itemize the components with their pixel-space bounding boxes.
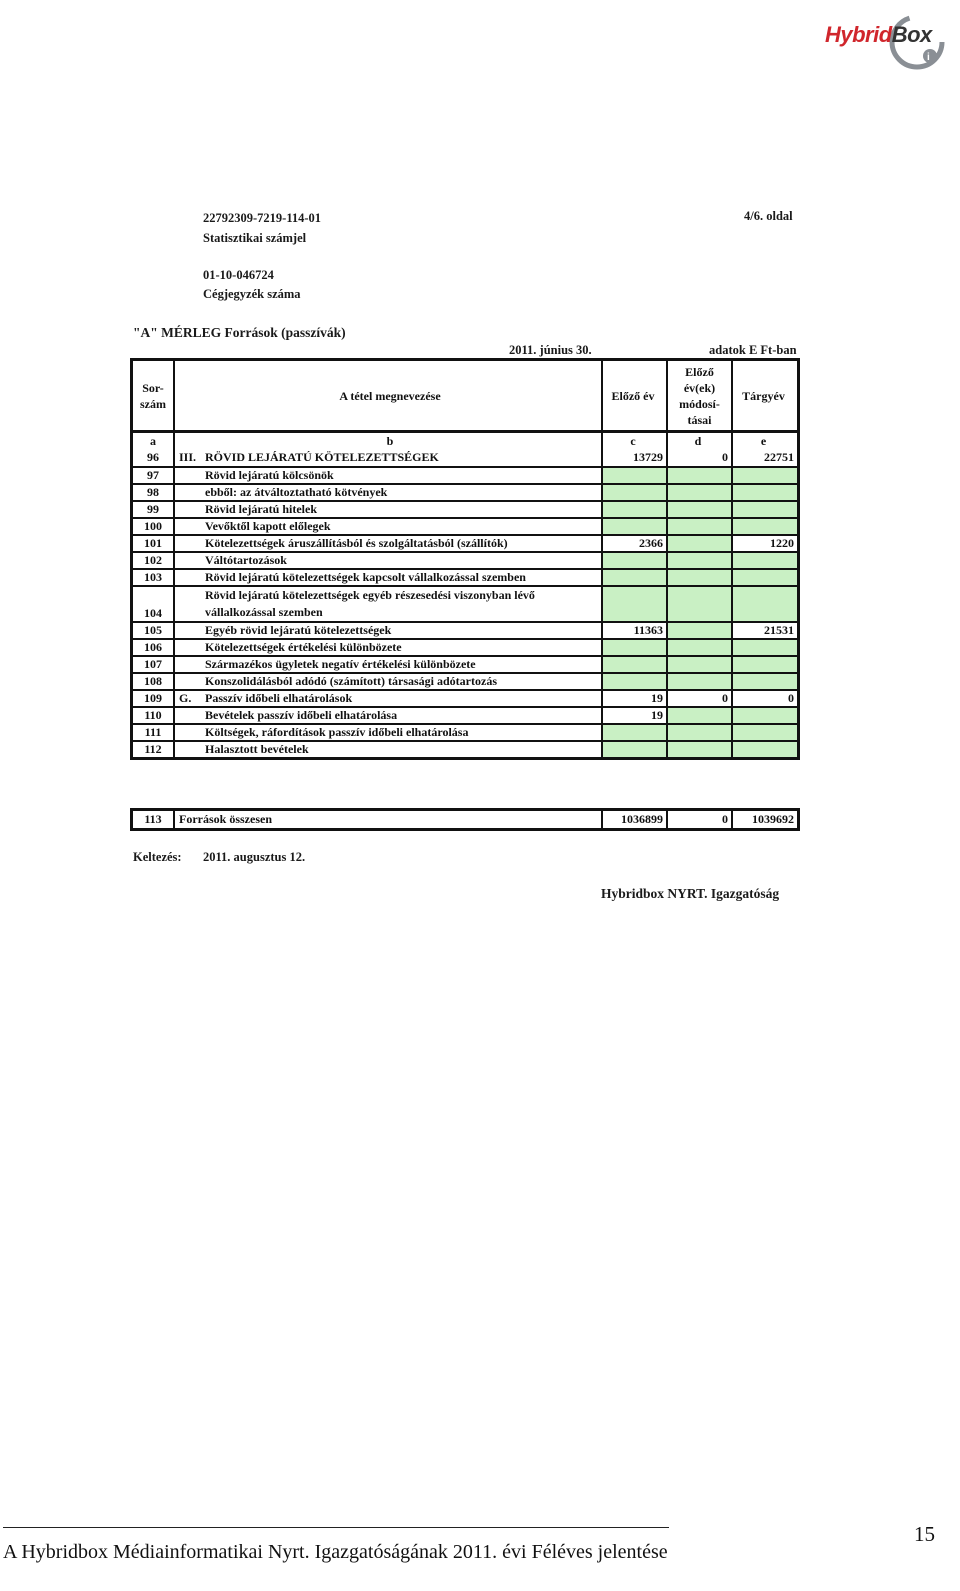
table-row (133, 500, 797, 517)
row-prev-year: 19 (603, 708, 668, 723)
row-label (175, 468, 603, 483)
row-text: Rövid lejáratú hitelek (205, 502, 317, 516)
row-current-year: 1220 (770, 536, 794, 550)
row-label (175, 708, 603, 723)
row-modifications (668, 536, 733, 551)
row-prev-year (603, 674, 668, 689)
row-prev-year (603, 468, 668, 483)
row-label (175, 725, 603, 740)
row-modifications (668, 708, 733, 723)
row-label (175, 640, 603, 655)
row-serial: 100 (133, 519, 175, 534)
row-modifications (668, 657, 733, 672)
total-table (130, 808, 800, 831)
row-label (175, 449, 603, 466)
registration-code: 01-10-046724 (203, 268, 274, 282)
total-row (133, 811, 797, 828)
row-prev-year (603, 640, 668, 655)
data-unit: adatok E Ft-ban (709, 343, 797, 357)
row-serial: 109 (133, 691, 175, 706)
row-prev-year: 2366 (603, 536, 668, 551)
row-current-year: 21531 (764, 623, 794, 637)
row-label (175, 657, 603, 672)
document-title: "A" MÉRLEG Források (passzívák) (133, 325, 346, 340)
row-label (175, 570, 603, 585)
row-prev-year (603, 485, 668, 500)
row-modifications (668, 640, 733, 655)
row-modifications (668, 725, 733, 740)
row-text: Egyéb rövid lejáratú kötelezettségek (205, 623, 392, 637)
table-header-row (133, 361, 797, 430)
table-row (133, 723, 797, 740)
total-modifications: 0 (668, 811, 733, 828)
row-current-year (733, 570, 797, 585)
row-text: Kötelezettségek értékelési különbözete (205, 640, 402, 654)
table-row (133, 551, 797, 568)
table-letter-row (133, 430, 797, 449)
row-text: RÖVID LEJÁRATÚ KÖTELEZETTSÉGEK (205, 450, 439, 464)
letter-b: b (175, 433, 603, 449)
report-date: 2011. június 30. (509, 343, 592, 357)
row-modifications (668, 502, 733, 517)
row-label (175, 623, 603, 638)
table-row (133, 706, 797, 723)
row-current-year (733, 742, 797, 757)
table-row (133, 740, 797, 757)
row-serial: 106 (133, 640, 175, 655)
table-row (133, 638, 797, 655)
row-prev-year: 13729 (603, 449, 668, 466)
row-label (175, 691, 603, 706)
header-item-name: A tétel megnevezése (175, 361, 603, 430)
row-serial: 112 (133, 742, 175, 757)
row-text: Halasztott bevételek (205, 742, 309, 756)
row-serial: 107 (133, 657, 175, 672)
table-row (133, 585, 797, 621)
row-modifications (668, 587, 733, 621)
header-modifications: Előző év(ek) módosí-tásai (668, 361, 733, 430)
letter-d: d (668, 433, 733, 449)
table-row (133, 672, 797, 689)
row-label (175, 519, 603, 534)
row-serial: 96 (133, 449, 175, 466)
letter-a: a (133, 433, 175, 449)
registration-label: Cégjegyzék száma (203, 287, 301, 301)
total-label: Források összesen (175, 811, 603, 828)
page-number: 15 (914, 1522, 935, 1546)
row-current-year (733, 468, 797, 483)
row-label (175, 587, 603, 621)
row-serial: 110 (133, 708, 175, 723)
row-modifications (668, 468, 733, 483)
row-label (175, 502, 603, 517)
footer-text: A Hybridbox Médiainformatikai Nyrt. Igazgatóságának 2011. évi Féléves jelentése (3, 1541, 668, 1563)
stat-code: 22792309-7219-114-01 (203, 211, 322, 225)
row-prev-year (603, 742, 668, 757)
row-prev-year: 11363 (603, 623, 668, 638)
row-prev-year (603, 570, 668, 585)
signature: Hybridbox NYRT. Igazgatóság (601, 886, 780, 901)
row-serial: 99 (133, 502, 175, 517)
header-serial: Sor-szám (133, 361, 175, 430)
row-text: Származékos ügyletek negatív értékelési különbözete (205, 657, 476, 671)
row-text: Rövid lejáratú kölcsönök (205, 468, 334, 482)
row-modifications (668, 519, 733, 534)
row-modifications (668, 570, 733, 585)
row-roman: III. (179, 450, 197, 464)
row-current-year: 22751 (764, 450, 794, 464)
row-serial: 104 (133, 587, 175, 621)
row-label (175, 485, 603, 500)
row-serial: 105 (133, 623, 175, 638)
table-row (133, 466, 797, 483)
table-row (133, 689, 797, 706)
table-row (133, 534, 797, 551)
row-text: Váltótartozások (205, 553, 287, 567)
total-prev-year: 1036899 (603, 811, 668, 828)
row-current-year (733, 519, 797, 534)
row-serial: 111 (133, 725, 175, 740)
row-prev-year (603, 519, 668, 534)
table-row (133, 483, 797, 500)
row-serial: 97 (133, 468, 175, 483)
row-prev-year (603, 657, 668, 672)
row-current-year (733, 657, 797, 672)
row-modifications (668, 553, 733, 568)
row-label-line1: Rövid lejáratú kötelezettségek egyéb részesedési viszonyban lévő (205, 588, 535, 602)
row-current-year (733, 674, 797, 689)
page-ref: 4/6. oldal (744, 209, 793, 223)
row-text: Konszolidálásból adódó (számított) társasági adótartozás (205, 674, 497, 688)
table-row (133, 655, 797, 672)
row-serial: 103 (133, 570, 175, 585)
stat-label: Statisztikai számjel (203, 231, 307, 245)
row-prev-year (603, 553, 668, 568)
row-modifications (668, 742, 733, 757)
row-current-year (733, 708, 797, 723)
row-label (175, 536, 603, 551)
row-current-year: 0 (788, 691, 794, 705)
row-text: Rövid lejáratú kötelezettségek kapcsolt vállalkozással szemben (205, 570, 526, 584)
letter-e: e (760, 434, 767, 448)
row-modifications (668, 674, 733, 689)
row-label (175, 742, 603, 757)
header-current-year: Tárgyév (742, 388, 785, 403)
row-text: Bevételek passzív időbeli elhatárolása (205, 708, 398, 722)
row-prev-year (603, 587, 668, 621)
row-current-year (733, 725, 797, 740)
row-current-year (733, 553, 797, 568)
header-prev-year: Előző év (603, 361, 668, 430)
row-roman: G. (179, 691, 192, 705)
row-text: Passzív időbeli elhatárolások (205, 691, 353, 705)
balance-table (130, 358, 800, 760)
table-row (133, 517, 797, 534)
row-label (175, 674, 603, 689)
row-prev-year (603, 725, 668, 740)
row-current-year (733, 502, 797, 517)
row-label-line2: vállalkozással szemben (205, 605, 323, 619)
total-serial: 113 (133, 811, 175, 828)
row-modifications: 0 (668, 449, 733, 466)
row-label (175, 553, 603, 568)
row-serial: 101 (133, 536, 175, 551)
row-modifications: 0 (668, 691, 733, 706)
table-row (133, 621, 797, 638)
row-current-year (733, 587, 797, 621)
row-text: Költségek, ráfordítások passzív időbeli elhatárolása (205, 725, 469, 739)
row-prev-year (603, 502, 668, 517)
svg-text:i: i (927, 52, 930, 63)
date-label: Keltezés: (133, 850, 182, 864)
row-modifications (668, 485, 733, 500)
total-current-year: 1039692 (752, 812, 794, 826)
row-serial: 98 (133, 485, 175, 500)
footer-divider (3, 1527, 669, 1528)
hybridbox-logo (815, 12, 955, 70)
date-value: 2011. augusztus 12. (203, 850, 306, 864)
letter-c: c (603, 433, 668, 449)
row-serial: 108 (133, 674, 175, 689)
table-row (133, 568, 797, 585)
row-current-year (733, 640, 797, 655)
row-text: Vevőktől kapott előlegek (205, 519, 331, 533)
row-current-year (733, 485, 797, 500)
table-row (133, 449, 797, 466)
row-modifications (668, 623, 733, 638)
row-prev-year: 19 (603, 691, 668, 706)
row-serial: 102 (133, 553, 175, 568)
row-text: Kötelezettségek áruszállításból és szolgáltatásból (szállítók) (205, 536, 508, 550)
logo-wordmark: HybridBox (825, 22, 932, 47)
row-text: ebből: az átváltoztatható kötvények (205, 485, 388, 499)
